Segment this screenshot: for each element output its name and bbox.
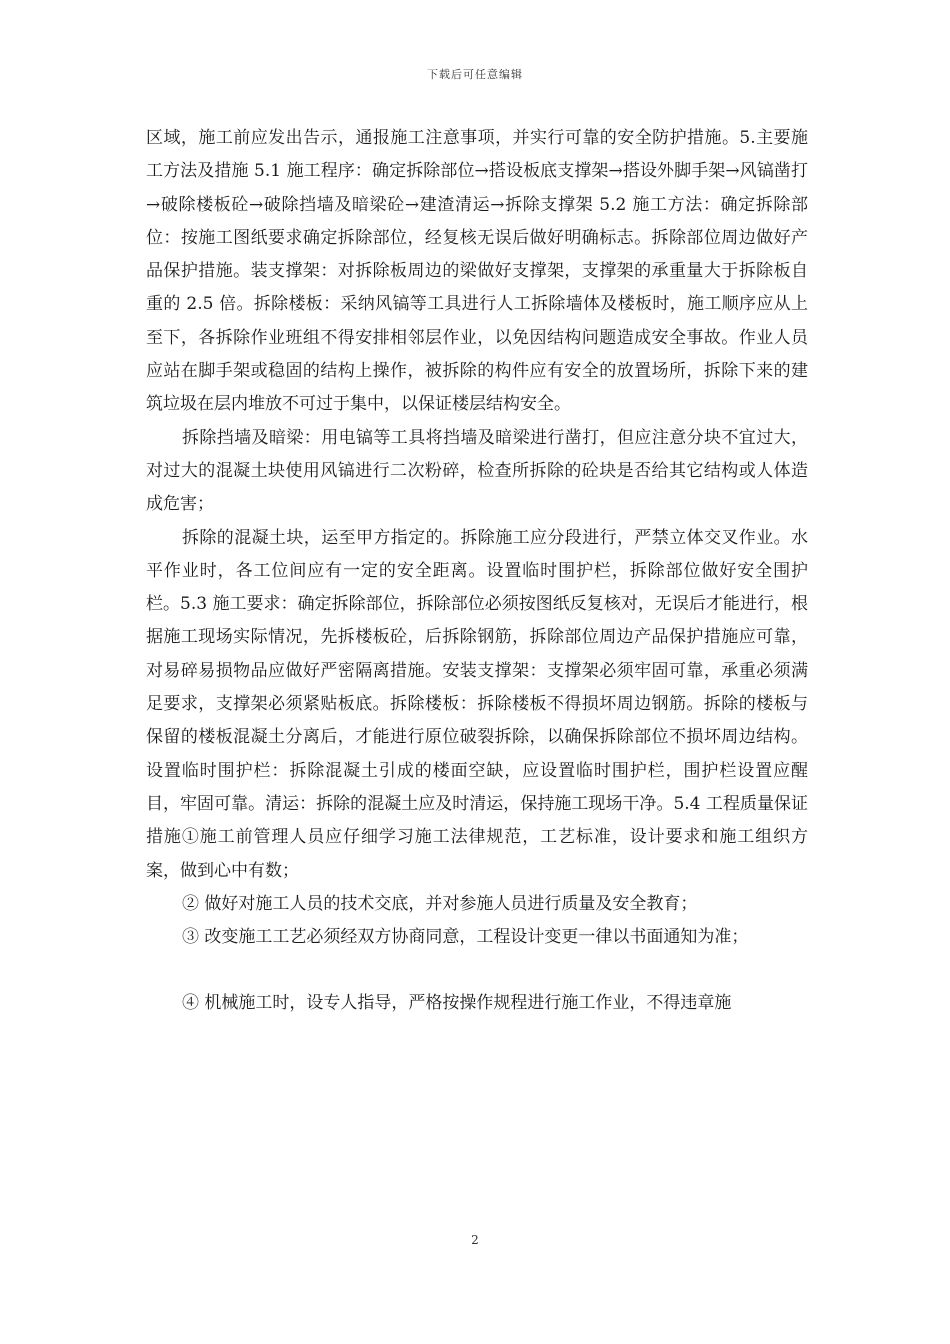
page-number: 2	[471, 1233, 479, 1247]
paragraph-construction-methods: 区域，施工前应发出告示，通报施工注意事项，并实行可靠的安全防护措施。5.主要施工方法及措施 5.1 施工程序：确定拆除部位→搭设板底支撑架→搭设外脚手架→风镐凿打→破除楼板砼→破除挡墙及暗梁砼→建渣清运→拆除支撑架 5.2 施工方法：确定拆除部位：按施工图纸要求确定拆除部位，经复核无误后做好明确标志。拆除部位周边做好产品保护措施。装支撑架：对拆除板周边的梁做好支撑架，支撑架的承重量大于拆除板自重的 2.5 倍。拆除楼板：采纳风镐等工具进行人工拆除墙体及楼板时，施工顺序应从上至下，各拆除作业班组不得安排相邻层作业，以免因结构问题造成安全事故。作业人员应站在脚手架或稳固的结构上操作，被拆除的构件应有安全的放置场所，拆除下来的建筑垃圾在层内堆放不可过于集中，以保证楼层结构安全。	[146, 128, 808, 415]
paragraph-machine-operation: ④ 机械施工时，设专人指导，严格按操作规程进行施工作业，不得违章施	[182, 993, 732, 1014]
document-body	[146, 122, 808, 1021]
paragraph-construction-requirements: 拆除的混凝土块，运至甲方指定的。拆除施工应分段进行，严禁立体交叉作业。水平作业时，各工位间应有一定的安全距离。设置临时围护栏，拆除部位做好安全围护栏。5.3 施工要求：确定拆除部位，拆除部位必须按图纸反复核对，无误后才能进行，根据施工现场实际情况，先拆楼板砼，后拆除钢筋，拆除部位周边产品保护措施应可靠，对易碎易损物品应做好严密隔离措施。安装支撑架：支撑架必须牢固可靠，承重必须满足要求，支撑架必须紧贴板底。拆除楼板：拆除楼板不得损坏周边钢筋。拆除的楼板与保留的楼板混凝土分离后，才能进行原位破裂拆除，以确保拆除部位不损坏周边结构。设置临时围护栏：拆除混凝土引成的楼面空缺，应设置临时围护栏，围护栏设置应醒目，牢固可靠。清运：拆除的混凝土应及时清运，保持施工现场干净。5.4 工程质量保证措施①施工前管理人员应仔细学习施工法律规范，工艺标准，设计要求和施工组织方案，做到心中有数；	[146, 527, 808, 881]
paragraph-retaining-wall-removal: 拆除挡墙及暗梁：用电镐等工具将挡墙及暗梁进行凿打，但应注意分块不宜过大，对过大的混凝土块使用风镐进行二次粉碎，检查所拆除的砼块是否给其它结构或人体造成危害；	[146, 427, 808, 515]
paragraph-technical-briefing: ② 做好对施工人员的技术交底，并对参施人员进行质量及安全教育；	[182, 893, 698, 914]
paragraph-process-change: ③ 改变施工工艺必须经双方协商同意，工程设计变更一律以书面通知为准；	[182, 927, 749, 948]
page-header: 下载后可任意编辑	[427, 68, 523, 81]
paragraph-spacer	[146, 954, 808, 987]
